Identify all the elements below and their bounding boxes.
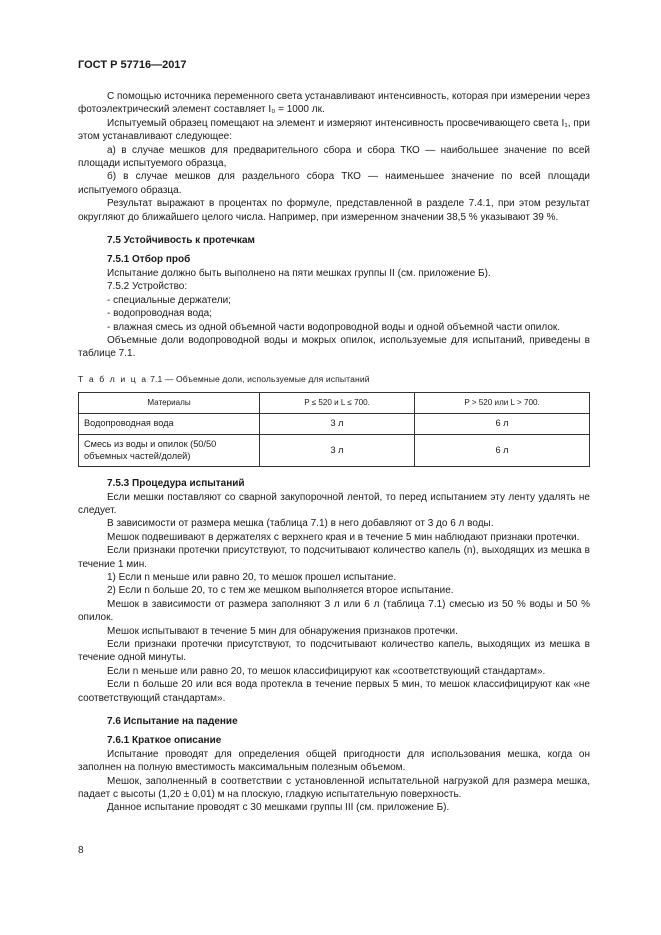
list-item: - влажная смесь из одной объемной части водопроводной воды и одной объемной части опилок.	[107, 321, 561, 333]
intro-paragraph: а) в случае мешков для предварительного сбора и сбора ТКО — наибольшее значение по всей площади испытуемого образца,	[78, 144, 590, 170]
table-cell: Водопроводная вода	[79, 414, 260, 435]
table-caption-prefix: Т а б л и ц а	[78, 373, 148, 384]
body-paragraph: Если n больше 20 или вся вода протекла в течение первых 5 мин, то мешок классифицируют как «не соответствующий стандартам».	[78, 679, 590, 704]
list-item: - водопроводная вода;	[107, 308, 212, 320]
subsection-heading-7-5-3: 7.5.3 Процедура испытаний	[107, 478, 245, 490]
table-caption	[78, 373, 590, 386]
table-header-cell: Материалы	[79, 393, 260, 414]
body-paragraph: Если n меньше или равно 20, то мешок классифицируют как «соответствующий стандартам».	[107, 665, 546, 677]
body-paragraph: В зависимости от размера мешка (таблица 7.1) в него добавляют от 3 до 6 л воды.	[107, 518, 494, 530]
spacer	[78, 467, 590, 477]
intro-paragraph: Испытуемый образец помещают на элемент и измеряют интенсивность просвечивающего света I₁, при этом устанавливают следующее:	[78, 117, 590, 143]
body-paragraph: Испытание проводят для определения общей пригодности для использования мешка, когда он заполнен на полную вместимость максимальным полезным объемом.	[78, 748, 590, 774]
body-paragraph: Данное испытание проводят с 30 мешками группы III (см. приложение Б).	[107, 802, 450, 814]
volume-fractions-table	[78, 392, 590, 467]
table-header-cell: P > 520 или L > 700.	[415, 393, 590, 414]
body-paragraph: Мешок в зависимости от размера заполняют 3 л или 6 л (таблица 7.1) смесью из 50 % воды и 50 % опилок.	[78, 598, 590, 624]
list-item: - специальные держатели;	[107, 294, 231, 306]
subsection-heading-7-5-1: 7.5.1 Отбор проб	[107, 254, 191, 266]
table-header-row	[79, 393, 590, 414]
body-paragraph: Если признаки протечки присутствуют, то подсчитывают количество капель, выходящих из мешка в течение одной минуты.	[78, 639, 590, 664]
table-cell: 6 л	[415, 435, 590, 467]
intro-paragraph: б) в случае мешков для раздельного сбора ТКО — наименьшее значение по всей площади испытуемого образца.	[78, 171, 590, 196]
body-paragraph: Мешок подвешивают в держателях с верхнего края и в течение 5 мин наблюдают признаки протечки.	[107, 531, 580, 543]
table-row	[79, 435, 590, 467]
body-paragraph: Если признаки протечки присутствуют, то подсчитывают количество капель (n), выходящих из мешка в течение 1 мин.	[78, 545, 590, 570]
intro-paragraph: С помощью источника переменного света устанавливают интенсивность, которая при измерении через фотоэлектрический элемент составляет I₀ = 1000 лк.	[78, 91, 590, 116]
body-paragraph: Испытание должно быть выполнено на пяти мешках группы II (см. приложение Б).	[107, 267, 491, 279]
subsection-heading-7-5-2: 7.5.2 Устройство:	[107, 281, 188, 293]
table-cell: Смесь из воды и опилок (50/50 объемных частей/долей)	[79, 435, 260, 467]
body-paragraph: Мешок, заполненный в соответствии с установленной испытательной нагрузкой для размера мешка, падает с высоты (1,20 ± 0,01) м на плоскую, гладкую испытательную поверхность.	[78, 775, 590, 801]
document-header: ГОСТ Р 57716—2017	[78, 59, 187, 71]
table-cell: 6 л	[415, 414, 590, 435]
section-heading-7-6: 7.6 Испытание на падение	[107, 716, 238, 728]
page-number: 8	[78, 845, 84, 856]
body-paragraph: 1) Если n меньше или равно 20, то мешок прошел испытание.	[107, 571, 397, 583]
table-row	[79, 414, 590, 435]
intro-paragraph: Результат выражают в процентах по формуле, представленной в разделе 7.4.1, при этом результат округляют до ближайшего целого числа. Например, при измеренном значении 38,5 % указывают 39 %.	[78, 198, 590, 223]
body-paragraph: 2) Если n больше 20, то с тем же мешком выполняется второе испытание.	[107, 585, 454, 597]
table-cell: 3 л	[260, 435, 415, 467]
section-heading-7-5: 7.5 Устойчивость к протечкам	[107, 235, 255, 247]
body-paragraph: Мешок испытывают в течение 5 мин для обнаружения признаков протечки.	[107, 625, 458, 637]
table-cell: 3 л	[260, 414, 415, 435]
body-paragraph: Если мешки поставляют со сварной закупорочной лентой, то перед испытанием эту ленту удалять не следует.	[78, 491, 590, 516]
table-caption-text: 7.1 — Объемные доли, используемые для испытаний	[147, 373, 370, 384]
table-header-cell: P ≤ 520 и L ≤ 700.	[260, 393, 415, 414]
subsection-heading-7-6-1: 7.6.1 Краткое описание	[107, 735, 222, 747]
body-paragraph: Объемные доли водопроводной воды и мокрых опилок, используемые для испытаний, приведены в таблице 7.1.	[78, 334, 590, 360]
document-body	[78, 90, 590, 815]
